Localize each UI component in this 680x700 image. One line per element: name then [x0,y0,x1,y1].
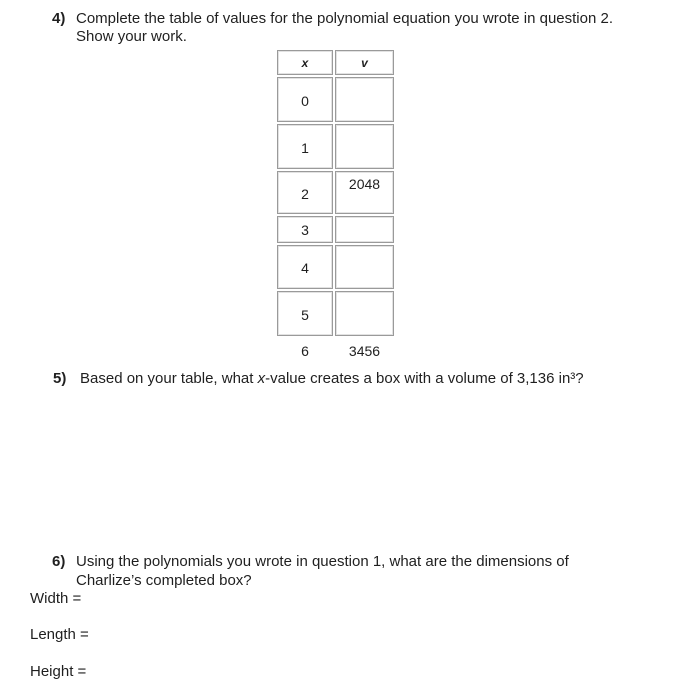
x-value: 4 [301,260,309,276]
x-value: 5 [301,307,309,323]
question-text: Using the polynomials you wrote in question 1, what are the dimensions of [76,553,569,570]
v-input-cell[interactable] [335,216,394,243]
question-text-end: -value creates a box with a volume of 3,136 in³? [265,370,584,387]
x-variable: x [257,370,266,387]
x-value: 1 [301,140,309,156]
x-cell [277,171,333,214]
question-text-continued: Charlize’s completed box? [76,572,252,589]
question-text-continued: Show your work. [76,28,187,45]
x-cell [277,77,333,122]
header-x: x [301,56,309,70]
height-label: Height = [30,663,87,680]
x-value: 2 [301,186,309,202]
question-number: 4) [52,10,66,27]
x-cell [277,291,333,336]
x-value: 0 [301,93,309,109]
header-v: v [361,56,368,70]
question-text: Based on your table, what [80,370,258,387]
x-cell [277,216,333,243]
length-label: Length = [30,626,89,643]
width-label: Width = [30,590,82,607]
question-number: 5) [53,370,67,387]
v-value: 2048 [348,176,381,192]
v-input-cell[interactable] [335,291,394,336]
question-number: 6) [52,553,66,570]
x-cell [277,124,333,169]
question-text: Complete the table of values for the polynomial equation you wrote in question 2. [76,10,613,27]
v-input-cell[interactable] [335,171,394,214]
header-v-cell [335,50,394,75]
question-5 [53,370,584,387]
x-cell [277,245,333,289]
v-input-cell[interactable] [335,124,394,169]
v-value: 3456 [348,343,381,359]
question-6 [52,552,569,590]
header-x-cell [277,50,333,75]
v-input-cell[interactable] [335,77,394,122]
x-value: 6 [301,343,309,359]
question-4 [52,10,613,46]
v-input-cell[interactable] [335,245,394,289]
x-value: 3 [301,222,309,238]
